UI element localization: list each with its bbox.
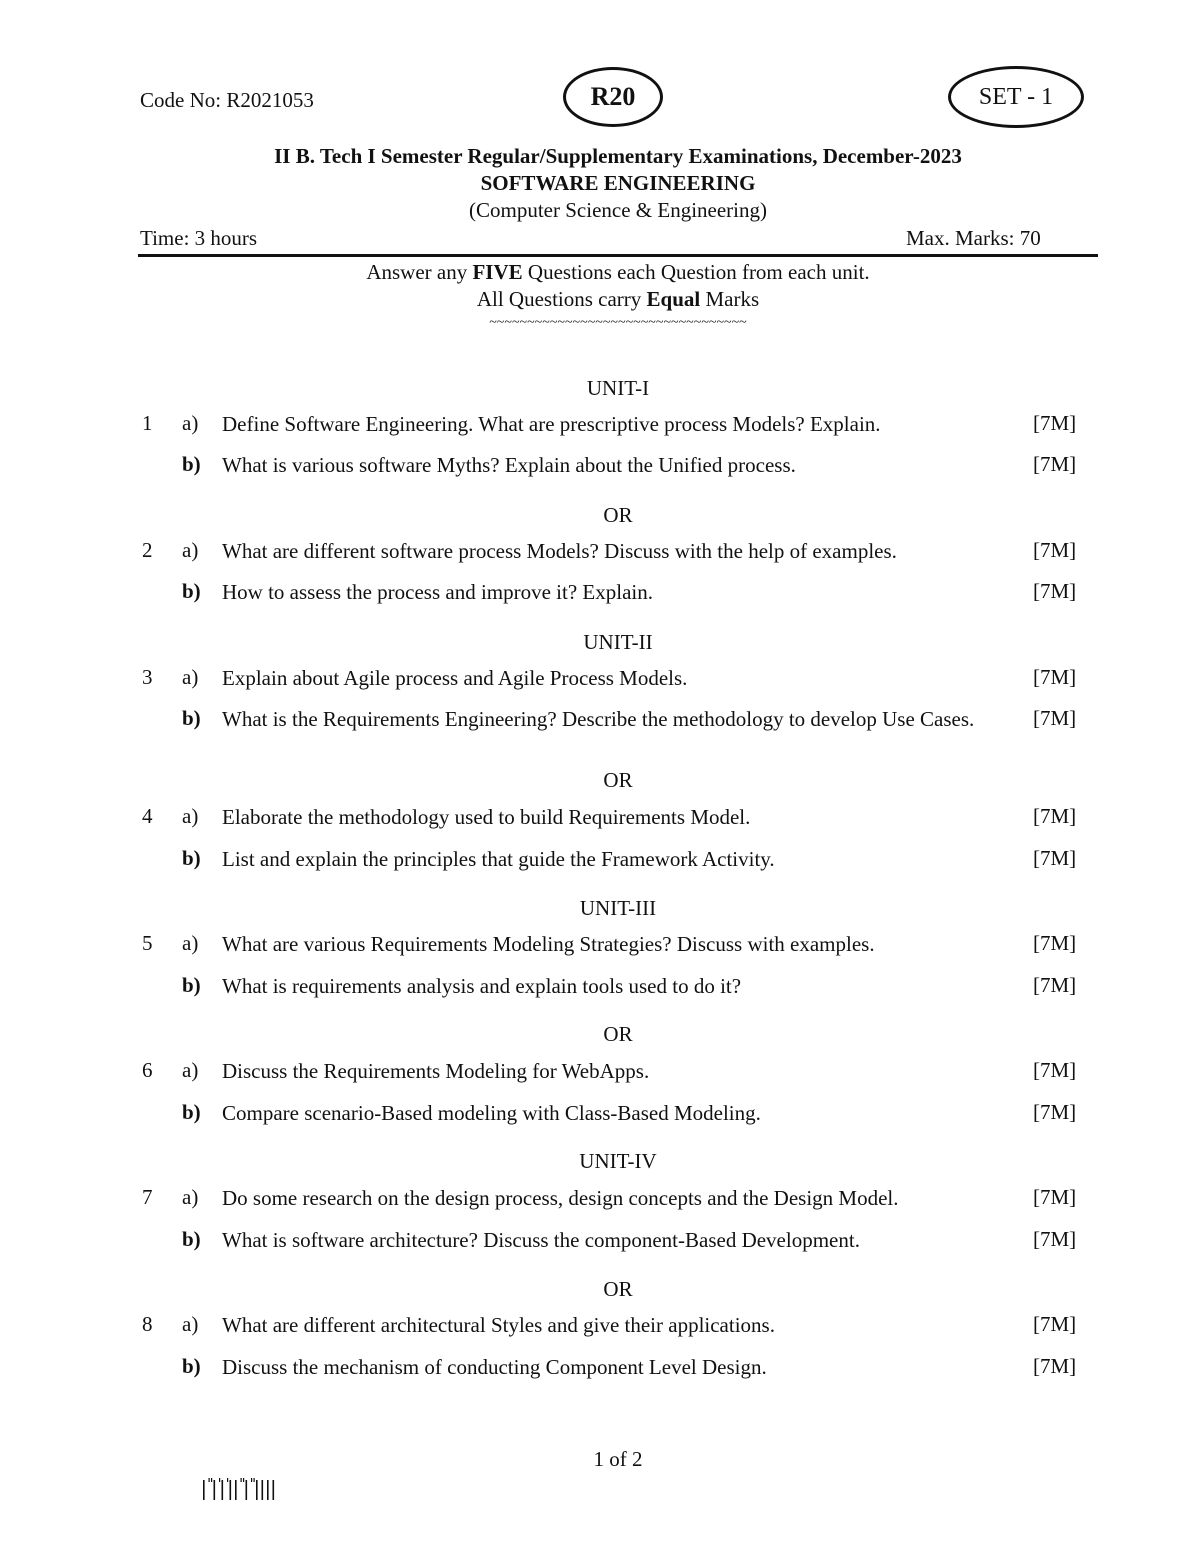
question-marks: [7M] [1033,452,1077,476]
barcode-bar [227,1478,228,1482]
question-part: b) [182,1354,201,1378]
code-number: Code No: R2021053 [140,88,314,112]
question-marks: [7M] [1033,931,1077,955]
question-text: What is software architecture? Discuss the component-Based Development. [222,1228,860,1252]
question-text: Discuss the mechanism of conducting Component Level Design. [222,1355,767,1379]
question-part: a) [182,1312,199,1336]
question-marks: [7M] [1033,1100,1077,1124]
barcode-bar [222,1480,224,1500]
question-marks: [7M] [1033,846,1077,870]
question-text: What is various software Myths? Explain about the Unified process. [222,453,796,477]
question-text: What are different architectural Styles and give their applications. [222,1313,775,1337]
instruction-2-post: Marks [700,287,760,311]
barcode-bar [267,1480,269,1500]
question-text: Discuss the Requirements Modeling for WebApps. [222,1059,650,1083]
or-separator: OR [603,1277,633,1301]
question-text: Compare scenario-Based modeling with Class-Based Modeling. [222,1101,761,1125]
question-text: List and explain the principles that guide the Framework Activity. [222,847,775,871]
barcode-bar [209,1478,210,1482]
question-marks: [7M] [1033,538,1077,562]
question-marks: [7M] [1033,411,1077,435]
question-number: 2 [142,538,153,562]
header-divider [138,254,1098,257]
regulation-badge [563,67,663,127]
max-marks: Max. Marks: 70 [906,226,1041,250]
question-part: a) [182,538,199,562]
question-part: b) [182,1100,201,1124]
question-part: b) [182,706,201,730]
barcode-bar [230,1480,232,1500]
question-part: a) [182,411,199,435]
question-marks: [7M] [1033,804,1077,828]
instruction-1-bold: FIVE [472,260,523,284]
question-text: Elaborate the methodology used to build Requirements Model. [222,805,751,829]
instruction-2-bold: Equal [646,287,701,311]
instruction-2-pre: All Questions carry [476,287,647,311]
barcode-bar [241,1478,242,1482]
question-number: 6 [142,1058,153,1082]
question-marks: [7M] [1033,1354,1077,1378]
question-text: What are different software process Models? Discuss with the help of examples. [222,539,897,563]
barcode-bar [219,1478,220,1482]
question-part: a) [182,1058,199,1082]
question-number: 4 [142,804,153,828]
barcode-bar [203,1480,205,1500]
question-part: a) [182,931,199,955]
barcode-bar [211,1478,212,1482]
question-marks: [7M] [1033,706,1077,730]
question-part: a) [182,804,199,828]
question-part: b) [182,973,201,997]
question-part: b) [182,452,201,476]
barcode [203,1478,313,1507]
question-marks: [7M] [1033,665,1077,689]
question-part: b) [182,846,201,870]
question-text: What are various Requirements Modeling Strategies? Discuss with examples. [222,932,875,956]
exam-title: II B. Tech I Semester Regular/Supplementary Examinations, December-2023 [274,144,962,168]
set-badge [948,66,1084,128]
question-text: What is requirements analysis and explain tools used to do it? [222,974,742,998]
question-part: a) [182,665,199,689]
exam-time: Time: 3 hours [140,226,258,250]
unit-heading: UNIT-III [579,896,657,920]
unit-heading: UNIT-IV [579,1149,657,1173]
question-part: a) [182,1185,199,1209]
question-number: 3 [142,665,153,689]
instruction-1-post: Questions each Question from each unit. [522,260,870,284]
question-number: 5 [142,931,153,955]
subject-title: SOFTWARE ENGINEERING [480,171,756,195]
barcode-bar [262,1480,264,1500]
question-marks: [7M] [1033,1312,1077,1336]
barcode-bar [246,1480,248,1500]
barcode-graphic [203,1478,313,1502]
question-text: Define Software Engineering. What are prescriptive process Models? Explain. [222,412,881,436]
set-label: SET - 1 [978,83,1054,110]
question-text: What is the Requirements Engineering? Describe the methodology to develop Use Cases. [222,707,975,731]
question-marks: [7M] [1033,1227,1077,1251]
regulation-label: R20 [590,82,636,111]
unit-heading: UNIT-II [583,630,653,654]
or-separator: OR [603,1022,633,1046]
instruction-line-2 [18,287,1200,312]
barcode-bar [243,1478,244,1482]
question-text: Explain about Agile process and Agile Process Models. [222,666,688,690]
question-marks: [7M] [1033,1058,1077,1082]
barcode-bar [235,1480,237,1500]
question-number: 8 [142,1312,153,1336]
question-number: 7 [142,1185,153,1209]
question-text: How to assess the process and improve it? Explain. [222,580,653,604]
question-text: Do some research on the design process, design concepts and the Design Model. [222,1186,899,1210]
question-marks: [7M] [1033,973,1077,997]
instruction-line-1 [18,260,1200,285]
page-number: 1 of 2 [593,1447,643,1471]
tilde-divider: ~~~~~~~~~~~~~~~~~~~~~~~~~~~~~~~~~~ [489,315,747,330]
instruction-1-pre: Answer any [366,260,473,284]
question-marks: [7M] [1033,1185,1077,1209]
question-marks: [7M] [1033,579,1077,603]
question-part: b) [182,1227,201,1251]
or-separator: OR [603,768,633,792]
unit-heading: UNIT-I [586,376,650,400]
barcode-bar [214,1480,216,1500]
branch-name: (Computer Science & Engineering) [469,198,767,222]
or-separator: OR [603,503,633,527]
question-number: 1 [142,411,153,435]
barcode-bar [256,1480,258,1500]
barcode-bar [254,1478,255,1482]
barcode-bar [251,1478,252,1482]
barcode-bar [273,1480,275,1500]
question-part: b) [182,579,201,603]
